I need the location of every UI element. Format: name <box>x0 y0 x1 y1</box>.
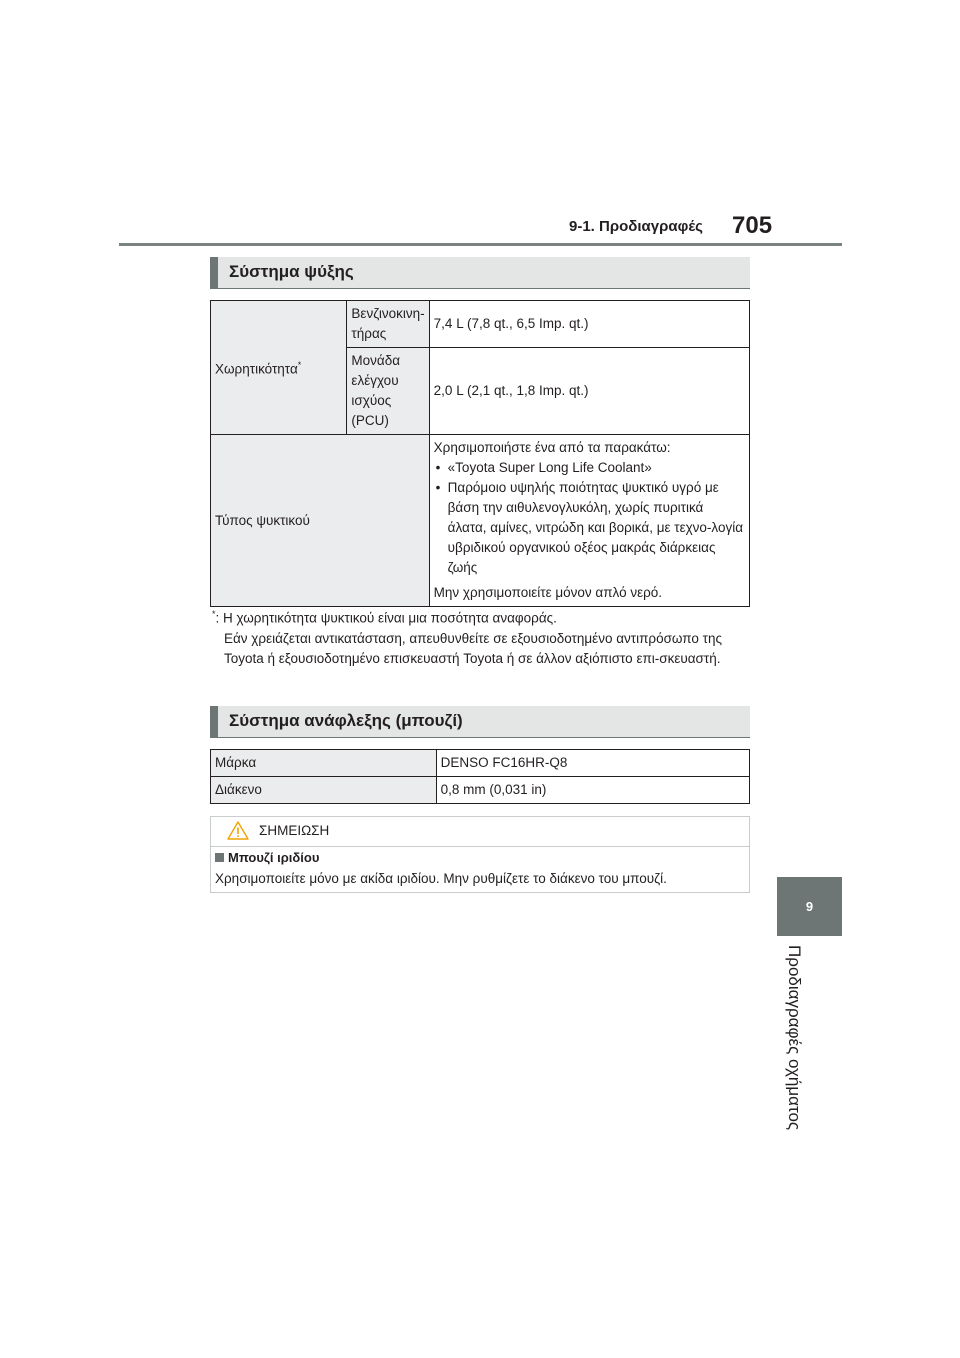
list-item: • Παρόμοιο υψηλής ποιότητας ψυκτικό υγρό με βάση την αιθυλενογλυκόλη, χωρίς πυριτικά άλατα, αμίνες, νιτρώδη και βορικά, με τεχνο-λογία υβριδικού οργανικού οξέος μακράς διάρκειας ζωής <box>434 478 745 578</box>
warning-triangle-icon <box>227 820 249 841</box>
table-row <box>211 435 750 607</box>
note-box <box>210 816 750 893</box>
brand-value: DENSO FC16HR-Q8 <box>436 750 749 777</box>
ignition-spec-table <box>210 749 750 804</box>
page-number: 705 <box>732 212 773 239</box>
cooling-section-rule <box>210 288 750 289</box>
brand-label: Μάρκα <box>211 750 437 777</box>
cooling-section-heading <box>210 257 750 289</box>
capacity-label: Χωρητικότητα <box>215 361 298 377</box>
pcu-label-line-4: (PCU) <box>351 413 389 428</box>
table-row <box>211 750 750 777</box>
pcu-label-line-2: ελέγχου <box>351 373 399 388</box>
chapter-side-label <box>782 945 806 1131</box>
note-subtitle: Μπουζί ιριδίου <box>228 850 320 865</box>
gap-label: Διάκενο <box>211 777 437 804</box>
gap-value: 0,8 mm (0,031 in) <box>436 777 749 804</box>
coolant-warning: Μην χρησιμοποιείτε μόνον απλό νερό. <box>433 585 663 600</box>
coolant-list <box>434 458 745 578</box>
coolant-type-cell <box>429 435 749 607</box>
capacity-footnote <box>212 604 752 669</box>
cooling-section-title: Σύστημα ψύξης <box>229 262 354 281</box>
ignition-section-rule <box>210 737 750 738</box>
chapter-title: Προδιαγραφές οχήματος <box>785 945 804 1131</box>
header-divider <box>119 243 842 246</box>
engine-label-line-2: τήρας <box>351 326 387 341</box>
pcu-value: 2,0 L (2,1 qt., 1,8 Imp. qt.) <box>429 348 749 435</box>
note-text: Χρησιμοποιείτε μόνο με ακίδα ιριδίου. Μην ρυθμίζετε το διάκενο του μπουζί. <box>215 871 667 886</box>
footnote-line-1: : Η χωρητικότητα ψυκτικού είναι μια ποσότητα αναφοράς. <box>215 610 557 626</box>
cooling-spec-table <box>210 300 750 607</box>
footnote-line-2: Εάν χρειάζεται αντικατάσταση, απευθυνθείτε σε εξουσιοδοτημένο αντιπρόσωπο της Toyota ή εξουσιοδοτημένο επισκευαστή Toyota ή σε άλλον αξιόπιστο επι-σκευαστή. <box>224 630 723 666</box>
note-title: ΣΗΜΕΙΩΣΗ <box>259 823 330 838</box>
note-header <box>211 817 749 847</box>
note-subtitle-row <box>215 850 319 865</box>
capacity-label-cell <box>211 301 347 435</box>
footnote-marker: * <box>212 609 216 619</box>
chapter-tab <box>777 877 842 936</box>
coolant-intro: Χρησιμοποιήστε ένα από τα παρακάτω: <box>433 440 671 455</box>
engine-label-line-1: Βενζινοκινη- <box>351 306 425 321</box>
engine-label-cell <box>347 301 429 348</box>
section-title: 9-1. Προδιαγραφές <box>569 218 703 235</box>
table-row <box>211 777 750 804</box>
ignition-section-heading <box>210 706 750 738</box>
list-item: • «Toyota Super Long Life Coolant» <box>434 458 745 478</box>
capacity-footnote-mark: * <box>297 360 302 371</box>
pcu-label-cell <box>347 348 429 435</box>
coolant-type-label: Τύπος ψυκτικού <box>211 435 430 607</box>
chapter-number: 9 <box>805 899 814 914</box>
pcu-label-line-1: Μονάδα <box>351 353 401 368</box>
pcu-label-line-3: ισχύος <box>351 393 392 408</box>
engine-value: 7,4 L (7,8 qt., 6,5 Imp. qt.) <box>429 301 749 348</box>
square-bullet-icon <box>215 853 224 862</box>
table-row <box>211 301 750 348</box>
ignition-section-title: Σύστημα ανάφλεξης (μπουζί) <box>229 711 463 730</box>
